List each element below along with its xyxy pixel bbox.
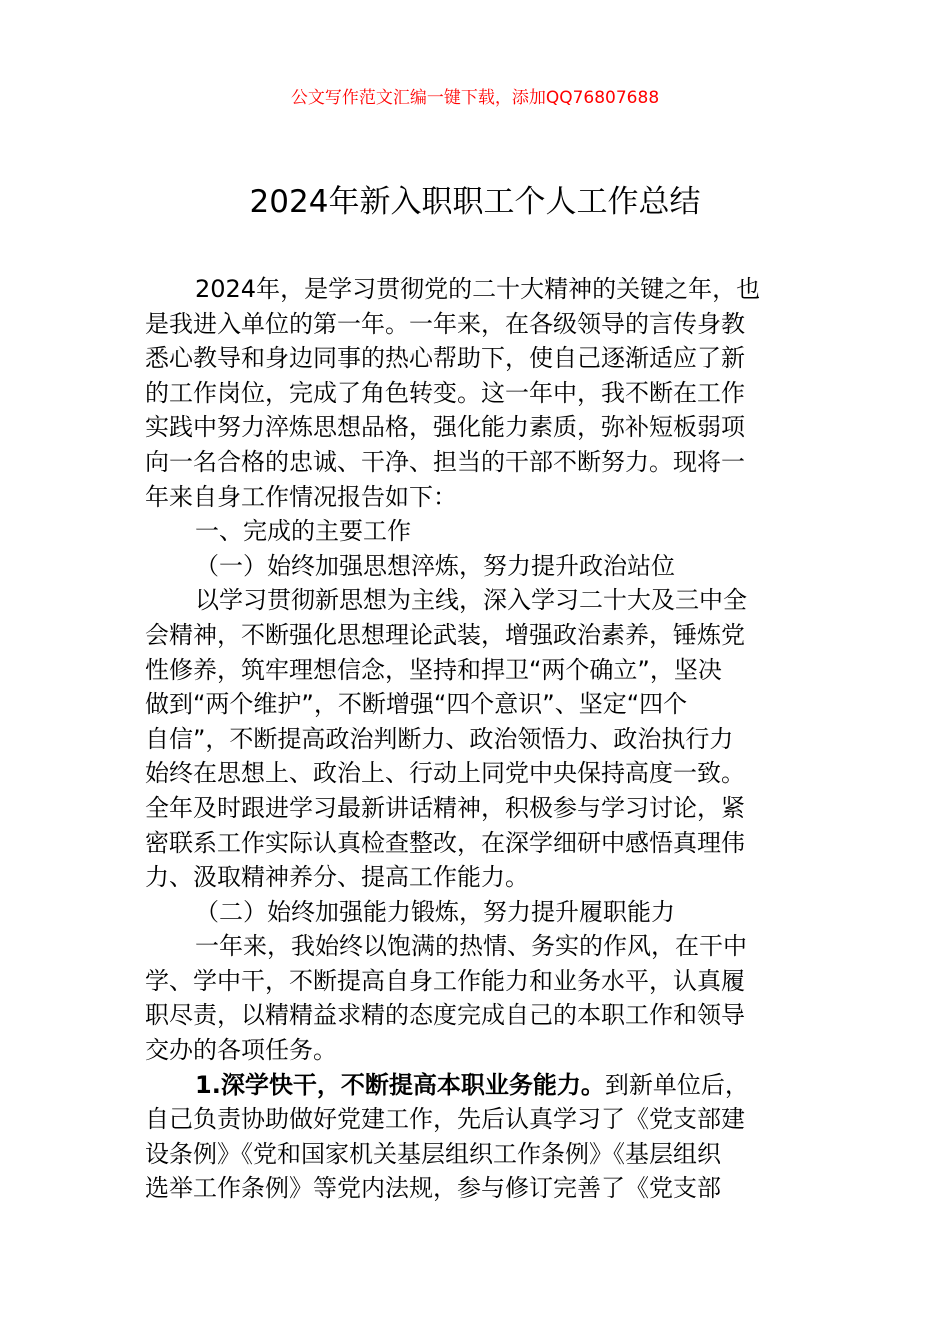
text-line bbox=[145, 514, 805, 549]
line-text: 做到“两个维护”，不断增强“四个意识”、坚定“四个 bbox=[145, 690, 688, 719]
text-line bbox=[145, 1171, 805, 1206]
text-line bbox=[145, 826, 805, 861]
text-line bbox=[145, 998, 805, 1033]
line-text: 以学习贯彻新思想为主线，深入学习二十大及三中全 bbox=[195, 586, 747, 615]
text-line bbox=[145, 722, 805, 757]
line-text: 到新单位后， bbox=[604, 1070, 749, 1099]
line-text: 交办的各项任务。 bbox=[145, 1036, 337, 1065]
line-text: 自信”，不断提高政治判断力、政治领悟力、政治执行力 bbox=[145, 724, 734, 753]
header-note: 公文写作范文汇编一键下载，添加QQ76807688 bbox=[290, 88, 660, 108]
text-line bbox=[145, 341, 805, 376]
line-text: 一年来，我始终以饱满的热情、务实的作风，在干中 bbox=[195, 932, 747, 961]
line-text: 学、学中干，不断提高自身工作能力和业务水平，认真履 bbox=[145, 966, 745, 995]
text-line bbox=[145, 376, 805, 411]
text-line bbox=[145, 791, 805, 826]
text-line bbox=[145, 860, 805, 895]
text-line bbox=[145, 929, 805, 964]
line-text: 2024年，是学习贯彻党的二十大精神的关键之年，也 bbox=[195, 275, 761, 303]
text-line bbox=[145, 1033, 805, 1068]
line-text: 始终在思想上、政治上、行动上同党中央保持高度一致。 bbox=[145, 759, 745, 788]
line-text: 设条例》《党和国家机关基层组织工作条例》《基层组织 bbox=[145, 1139, 721, 1168]
line-text: 密联系工作实际认真检查整改，在深学细研中感悟真理伟 bbox=[145, 828, 745, 857]
text-line bbox=[145, 1137, 805, 1172]
line-text: 自己负责协助做好党建工作，先后认真学习了《党支部建 bbox=[145, 1105, 745, 1134]
text-line bbox=[145, 1102, 805, 1137]
line-text: 会精神，不断强化思想理论武装，增强政治素养，锤炼党 bbox=[145, 620, 745, 649]
line-text: 是我进入单位的第一年。一年来，在各级领导的言传身教 bbox=[145, 309, 745, 338]
text-line bbox=[145, 583, 805, 618]
line-text: 一、完成的主要工作 bbox=[195, 517, 411, 546]
line-text: 的工作岗位，完成了角色转变。这一年中，我不断在工作 bbox=[145, 378, 745, 407]
text-line bbox=[145, 272, 805, 307]
text-line bbox=[145, 653, 805, 688]
line-text: （二）始终加强能力锻炼，努力提升履职能力 bbox=[195, 897, 675, 926]
text-line bbox=[145, 756, 805, 791]
text-line bbox=[145, 480, 805, 515]
document-body bbox=[145, 272, 805, 1206]
line-text: 选举工作条例》等党内法规，参与修订完善了《党支部 bbox=[145, 1174, 721, 1203]
line-text: 年来自身工作情况报告如下： bbox=[145, 482, 457, 511]
page-title: 2024年新入职职工个人工作总结 bbox=[249, 184, 701, 220]
text-line bbox=[145, 307, 805, 342]
text-line bbox=[145, 687, 805, 722]
bold-lead-text: 1.深学快干，不断提高本职业务能力。 bbox=[195, 1070, 605, 1099]
line-text: 向一名合格的忠诚、干净、担当的干部不断努力。现将一 bbox=[145, 447, 745, 476]
text-line bbox=[145, 445, 805, 480]
text-line bbox=[145, 1068, 805, 1103]
text-line bbox=[145, 964, 805, 999]
line-text: 悉心教导和身边同事的热心帮助下，使自己逐渐适应了新 bbox=[145, 344, 745, 373]
text-line bbox=[145, 895, 805, 930]
line-text: 力、汲取精神养分、提高工作能力。 bbox=[145, 863, 529, 892]
text-line bbox=[145, 549, 805, 584]
line-text: 性修养，筑牢理想信念，坚持和捍卫“两个确立”，坚决 bbox=[145, 655, 722, 684]
line-text: 实践中努力淬炼思想品格，强化能力素质，弥补短板弱项 bbox=[145, 413, 745, 442]
text-line bbox=[145, 410, 805, 445]
line-text: 职尽责，以精精益求精的态度完成自己的本职工作和领导 bbox=[145, 1001, 745, 1030]
text-line bbox=[145, 618, 805, 653]
line-text: 全年及时跟进学习最新讲话精神，积极参与学习讨论，紧 bbox=[145, 793, 745, 822]
line-text: （一）始终加强思想淬炼，努力提升政治站位 bbox=[195, 551, 675, 580]
